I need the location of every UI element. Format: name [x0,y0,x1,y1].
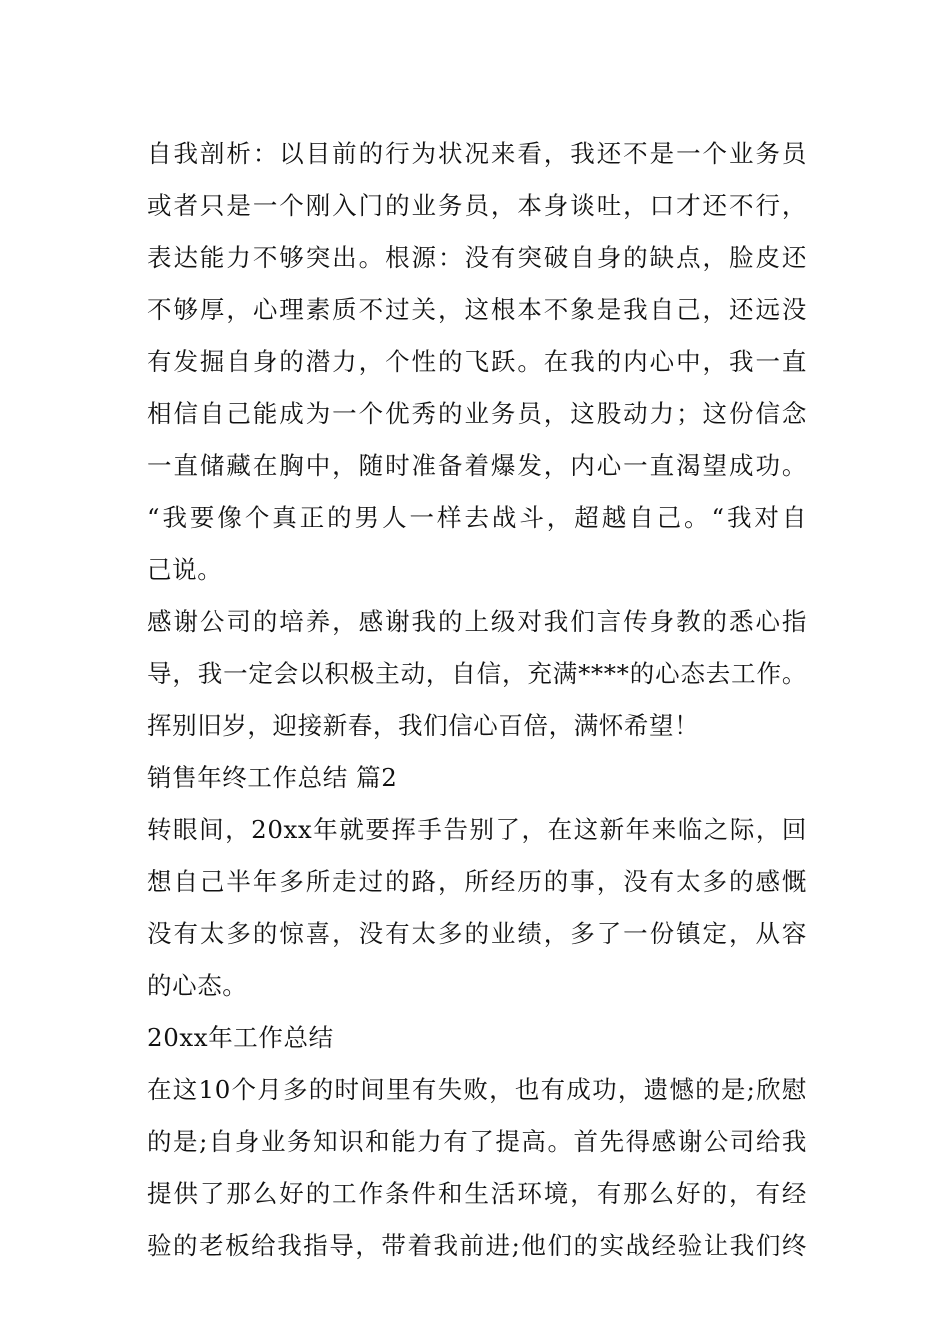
text-line: 的是;自身业务知识和能力有了提高。首先得感谢公司给我 [147,1127,807,1156]
text-line: 相信自己能成为一个优秀的业务员，这股动力；这份信念 [147,399,807,428]
document-body [147,128,807,1272]
text-line: 导，我一定会以积极主动，自信，充满****的心态去工作。 [147,659,807,688]
text-line: 想自己半年多所走过的路，所经历的事，没有太多的感慨 [147,867,807,896]
text-line: 有发掘自身的潜力，个性的飞跃。在我的内心中，我一直 [147,347,807,376]
text-line: 挥别旧岁，迎接新春，我们信心百倍，满怀希望！ [147,711,700,740]
text-line: 不够厚，心理素质不过关，这根本不象是我自己，还远没 [147,295,807,324]
text-line: 一直储藏在胸中，随时准备着爆发，内心一直渴望成功。 [147,451,807,480]
text-line: 表达能力不够突出。根源：没有突破自身的缺点，脸皮还 [147,243,807,272]
text-line: 没有太多的惊喜，没有太多的业绩，多了一份镇定，从容 [147,919,807,948]
text-line: 或者只是一个刚入门的业务员，本身谈吐，口才还不行， [147,191,807,220]
text-line: 自我剖析：以目前的行为状况来看，我还不是一个业务员 [147,139,807,168]
text-line: 的心态。 [147,971,248,1000]
text-line: “我要像个真正的男人一样去战斗，超越自己。“我对自 [147,503,807,532]
text-line: 验的老板给我指导，带着我前进;他们的实战经验让我们终 [147,1231,807,1260]
text-line: 提供了那么好的工作条件和生活环境，有那么好的，有经 [147,1179,807,1208]
subsection-heading: 20xx年工作总结 [147,1023,334,1052]
text-line: 己说。 [147,555,223,584]
text-line: 在这10个月多的时间里有失败，也有成功，遗憾的是;欣慰 [147,1075,807,1104]
text-line: 转眼间，20xx年就要挥手告别了，在这新年来临之际，回 [147,815,807,844]
text-line: 感谢公司的培养，感谢我的上级对我们言传身教的悉心指 [147,607,807,636]
section-heading: 销售年终工作总结 篇2 [147,763,398,792]
